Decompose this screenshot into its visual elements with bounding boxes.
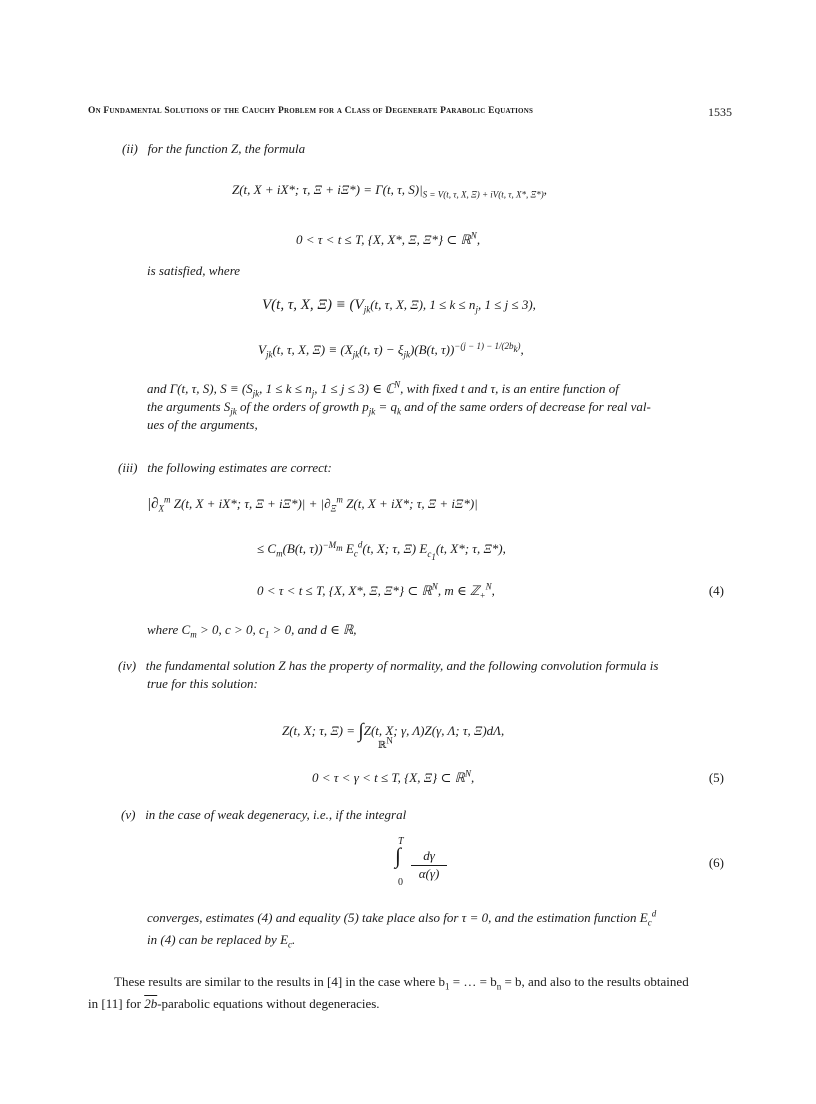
page-number: 1535 xyxy=(708,105,732,119)
equation-number-4: (4) xyxy=(708,583,724,598)
weak-degeneracy-text: converges, estimates (4) and equality (5) take place also for τ = 0, and the estimation function $E_c^d$ in (4) can be replaced by $E_c$. xyxy=(147,908,657,950)
formula-z-gamma: Z(t, X + iX*; τ, Ξ + iΞ*) = Γ(t, τ, $S)|_{S = V(t, \tau, X, \Xi) + iV(t, \tau, X*, \Xi*)}$, xyxy=(232,182,547,200)
item-iv-label: (iv) xyxy=(118,658,137,673)
item-iv: (iv) the fundamental solution Z has the property of normality, and the following convolution formula is true for this solution: xyxy=(118,658,659,691)
vector-2b: 2b xyxy=(144,996,158,1011)
fraction-numerator: dγ xyxy=(423,848,435,863)
item-ii xyxy=(122,141,305,157)
integral-lower-limit: 0 xyxy=(398,877,403,888)
estimate-line-2: ≤ $C_m(B(t$, τ))$^{-M_m}$ $E_c^d(t$, X; τ, Ξ) $E_{c_1}(t$, X*; τ, Ξ*), xyxy=(257,539,506,562)
closing-paragraph: These results are similar to the results in [4] in the case where $b_1$ = … = $b_n = b$, and also to the results obtained in [11] for 2b-parabolic equations without degeneracies. xyxy=(88,974,689,1011)
header-title: On Fundamental Solutions of the Cauchy Problem for a Class of Degenerate Parabolic Equations xyxy=(88,106,534,116)
integration-domain: ℝ$^N$ xyxy=(378,735,393,751)
item-ii-label: (ii) xyxy=(122,141,138,156)
item-iii-label: (iii) xyxy=(118,460,138,475)
formula-conditions: 0 < τ < t ≤ T, {X, X*, Ξ, Ξ*} ⊂ ℝ$^N$, xyxy=(296,230,481,247)
integral-sign-6: ∫ xyxy=(395,843,402,868)
estimate-line-1: $|\partial_X^m$ Z(t, X + iX*; τ, $\Xi + i\Xi*)| + |\partial_\Xi^m$ Z(t, X + iX*; τ, Ξ + iΞ*)| xyxy=(147,494,478,514)
is-satisfied-text: is satisfied, where xyxy=(147,263,241,278)
fraction-denominator: α(γ) xyxy=(418,866,440,881)
where-constants-text: where $C_m > 0$, c > 0, $c_1 > 0$, and d ∈ ℝ, xyxy=(147,622,357,640)
item-iii-intro: the following estimates are correct: xyxy=(147,460,332,475)
convolution-conditions: 0 < τ < γ < t ≤ T, {X, Ξ} ⊂ ℝ$^N$, xyxy=(312,768,475,785)
item-iii xyxy=(118,460,332,476)
running-header xyxy=(88,106,732,122)
item-v-label: (v) xyxy=(121,807,136,822)
formula-vjk-def: $V_{jk}(t$, τ, X, $\Xi) \equiv (X_{jk}(t$, $\tau) - \xi_{jk})(B(t$, τ))$^{-(j - 1) - 1/(2b_k)}$, xyxy=(258,340,524,360)
integral-upper-limit: T xyxy=(398,836,404,847)
equation-number-6: (6) xyxy=(708,855,724,870)
convolution-formula: Z(t, X; τ, Ξ) = ∫Z(t, X; γ, Λ)Z(γ, Λ; τ, Ξ)dΛ, xyxy=(282,720,505,742)
item-v: (v) in the case of weak degeneracy, i.e., if the integral xyxy=(121,807,407,822)
item-ii-intro: for the function Z, the formula xyxy=(147,141,306,156)
integral-sign: ∫ xyxy=(358,720,364,742)
equation-number-5: (5) xyxy=(708,770,724,785)
gamma-entire-function-text: and Γ(t, τ, S), $S \equiv (S_{jk}$, $1 \le k \le n_j$, 1 ≤ j ≤ 3) ∈ ℂ$^N$, with fixed t and τ, is an entire function of the arguments $S_{jk}$ of the orders of growth $p_{jk} = q_k$ and of the same orders of decrease for real val- ues of the arguments, xyxy=(147,379,651,432)
formula-v-def: V(t, τ, X, $\Xi) \equiv (V_{jk}(t$, τ, X, Ξ), $1 \le k \le n_j$, 1 ≤ j ≤ 3), xyxy=(262,297,536,315)
fraction xyxy=(411,848,447,882)
estimate-conditions: 0 < τ < t ≤ T, {X, X*, Ξ, Ξ*} ⊂ ℝ$^N$, m ∈ ℤ$_+^N$, xyxy=(257,581,495,601)
